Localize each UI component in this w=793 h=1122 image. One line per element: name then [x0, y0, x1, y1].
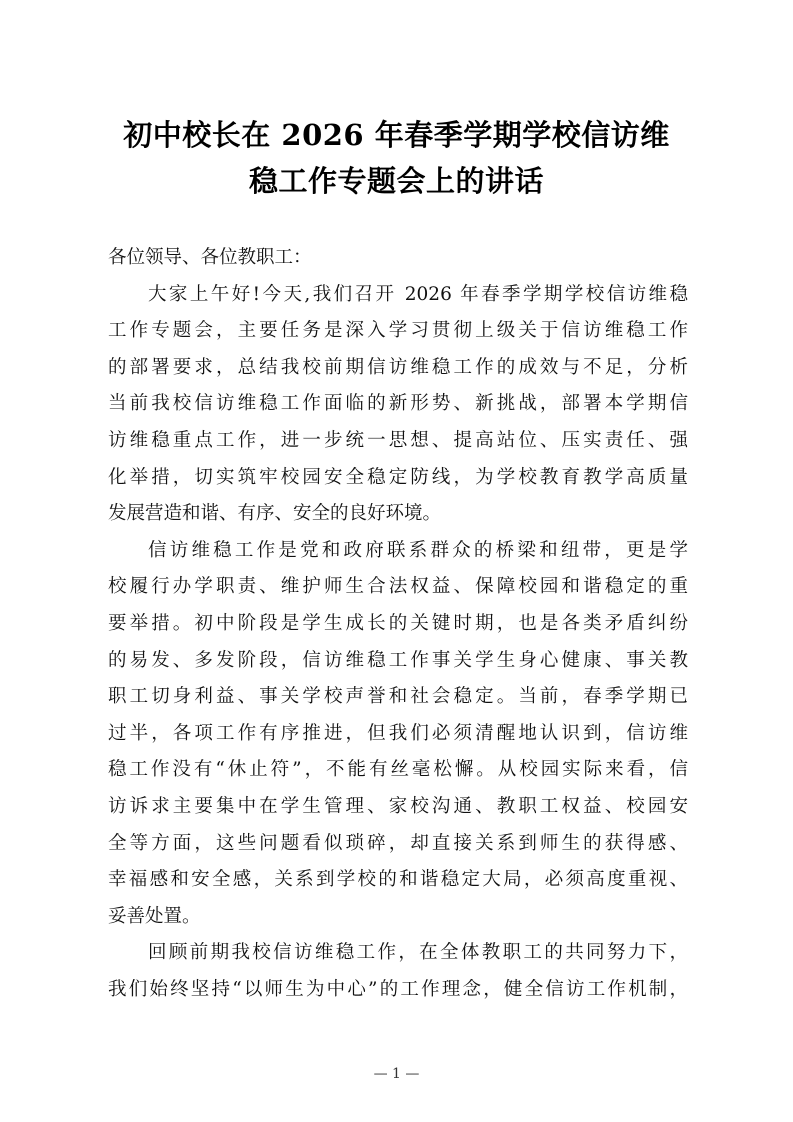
page-number: — 1 —	[373, 1066, 420, 1082]
text-line: 妥善处置。	[108, 905, 201, 927]
text-line: 过半，各项工作有序推进，但我们必须清醒地认识到，信访维	[108, 722, 688, 744]
text-line: 稳工作没有“休止符”，不能有丝毫松懈。从校园实际来看，信	[108, 759, 688, 781]
text-line: 化举措，切实筑牢校园安全稳定防线，为学校教育教学高质量	[108, 466, 688, 488]
text-line: 我们始终坚持“以师生为中心”的工作理念，健全信访工作机制，	[108, 978, 688, 1000]
text-line: 工作专题会，主要任务是深入学习贯彻上级关于信访维稳工作	[108, 320, 688, 342]
document-body	[108, 240, 688, 1008]
text-line: 发展营造和谐、有序、安全的良好环境。	[108, 503, 442, 525]
text-line: 的部署要求，总结我校前期信访维稳工作的成效与不足，分析	[108, 356, 688, 378]
text-line: 当前我校信访维稳工作面临的新形势、新挑战，部署本学期信	[108, 393, 688, 415]
text-line: 幸福感和安全感，关系到学校的和谐稳定大局，必须高度重视、	[108, 869, 688, 891]
text-line: 访诉求主要集中在学生管理、家校沟通、教职工权益、校园安	[108, 795, 688, 817]
paragraph-3	[108, 935, 688, 1008]
text-line: 全等方面，这些问题看似琐碎，却直接关系到师生的获得感、	[108, 832, 688, 854]
text-line: 大家上午好!今天,我们召开 2026 年春季学期学校信访维稳	[148, 283, 688, 305]
document-title	[90, 112, 703, 204]
title-line-1: 初中校长在 2026 年春季学期学校信访维	[123, 118, 670, 152]
text-line: 回顾前期我校信访维稳工作，在全体教职工的共同努力下，	[148, 942, 688, 964]
paragraph-2	[108, 533, 688, 936]
text-line: 访维稳重点工作，进一步统一思想、提高站位、压实责任、强	[108, 429, 688, 451]
paragraph-1	[108, 277, 688, 533]
salutation: 各位领导、各位教职工：	[108, 247, 312, 268]
text-line: 的易发、多发阶段，信访维稳工作事关学生身心健康、事关教	[108, 649, 688, 671]
text-line: 校履行办学职责、维护师生合法权益、保障校园和谐稳定的重	[108, 576, 688, 598]
text-line: 要举措。初中阶段是学生成长的关键时期，也是各类矛盾纠纷	[108, 612, 688, 634]
title-line-2: 稳工作专题会上的讲话	[248, 164, 544, 198]
text-line: 职工切身利益、事关学校声誉和社会稳定。当前，春季学期已	[108, 686, 688, 708]
text-line: 信访维稳工作是党和政府联系群众的桥梁和纽带，更是学	[148, 539, 688, 561]
